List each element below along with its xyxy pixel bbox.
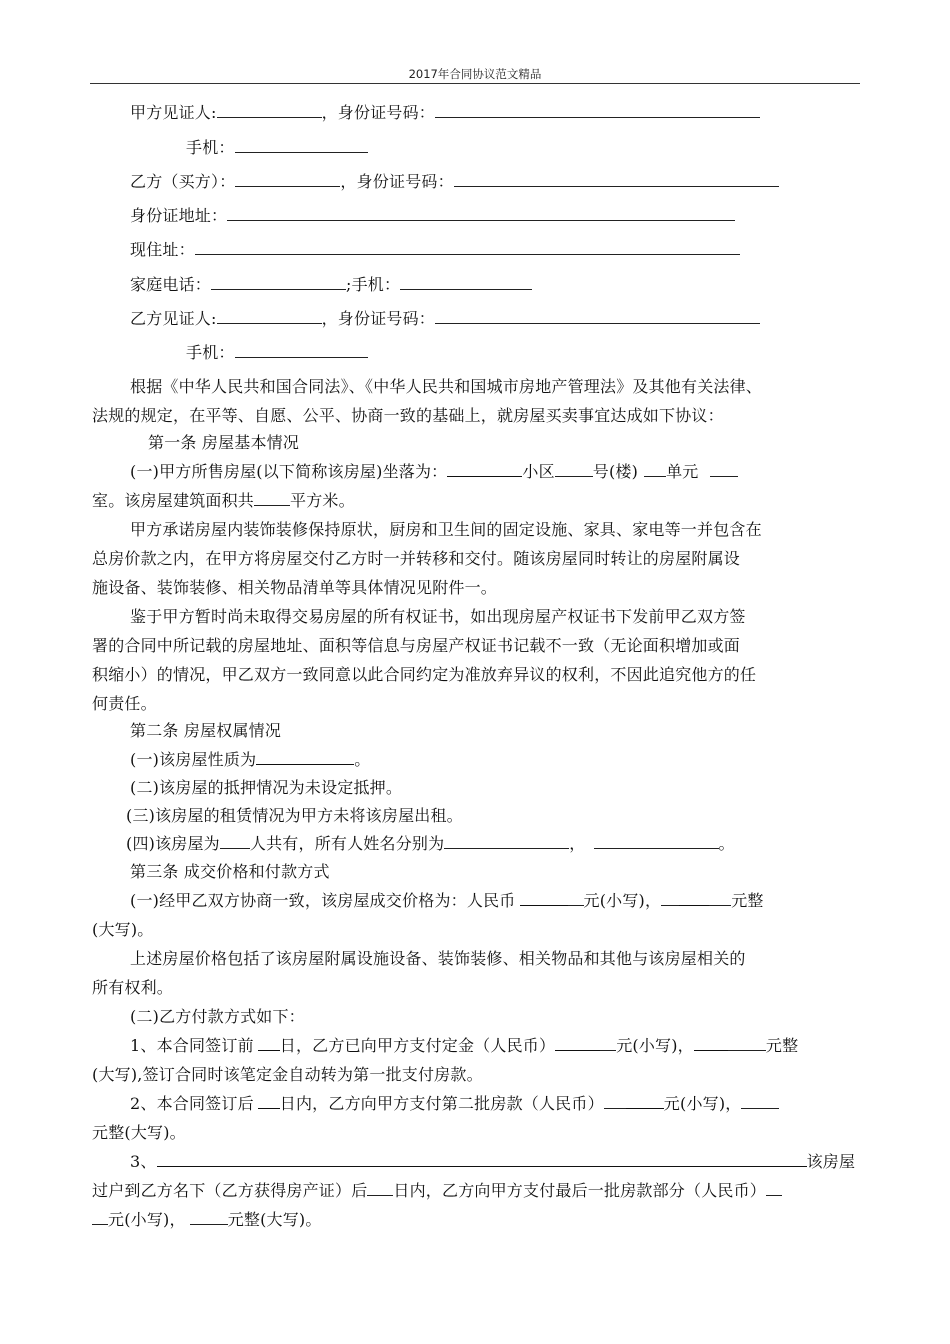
deposit-days-blank[interactable] xyxy=(258,1035,280,1051)
unit-label: 单元 xyxy=(666,462,699,481)
witness-b-id-label: ，身份证号码： xyxy=(321,309,435,328)
witness-a-label: 甲方见证人: xyxy=(130,103,217,122)
deposit-figure-blank-tail xyxy=(600,1035,616,1051)
owner-name-1-blank[interactable] xyxy=(444,833,569,849)
home-phone-blank[interactable] xyxy=(211,274,346,290)
id-address-blank[interactable] xyxy=(227,205,735,221)
decoration-para-line-2: 总房价款之内，在甲方将房屋交付乙方时一并转移和交付。随该房屋同时转让的房屋附属设 xyxy=(92,549,741,568)
deposit-label: 日，乙方已向甲方支付定金（人民币） xyxy=(279,1036,556,1055)
payment-item-3-cont-1 xyxy=(92,1180,782,1202)
certificate-para-line-3: 积缩小）的情况，甲乙双方一致同意以此合同约定为准放弃异议的权利，不因此追究他方的任 xyxy=(92,665,757,684)
party-b-line xyxy=(130,171,779,193)
final-payment-label: 日内，乙方向甲方支付最后一批房款部分（人民币） xyxy=(393,1181,767,1200)
price-scope-line-1: 上述房屋价格包括了该房屋附属设施设备、装饰装修、相关物品和其他与该房屋相关的 xyxy=(130,949,746,968)
area-label: 室。该房屋建筑面积共 xyxy=(92,491,255,510)
witness-a-phone-line xyxy=(186,137,368,159)
price-label: (一)经甲乙双方协商一致，该房屋成交价格为：人民币 xyxy=(130,891,516,910)
decoration-para-line-1: 甲方承诺房屋内装饰装修保持原状，厨房和卫生间的固定设施、家具、家电等一并包含在 xyxy=(130,520,762,539)
payment-item-3-number: 3、 xyxy=(130,1152,157,1171)
owner-separator: ， xyxy=(569,834,586,853)
location-label: (一)甲方所售房屋(以下简称该房屋)坐落为： xyxy=(130,462,448,481)
payment-item-3-cont-2 xyxy=(92,1209,322,1231)
unit-blank[interactable] xyxy=(644,461,666,477)
witness-b-phone-label: 手机： xyxy=(186,343,235,362)
community-blank[interactable] xyxy=(447,461,522,477)
deposit-words-blank[interactable] xyxy=(694,1035,728,1051)
header-rule xyxy=(90,83,860,84)
witness-a-phone-label: 手机： xyxy=(186,138,235,157)
certificate-para-line-2: 署的合同中所记载的房屋地址、面积等信息与房屋产权证书记载不一致（无论面积增加或面 xyxy=(92,636,741,655)
payment-item-3-line xyxy=(130,1151,855,1173)
second-payment-days-label: 2、本合同签订后 xyxy=(130,1094,254,1113)
price-words-blank[interactable] xyxy=(679,890,709,906)
owner-names-label: 人共有，所有人姓名分别为 xyxy=(249,834,445,853)
final-payment-figure-blank[interactable] xyxy=(766,1180,782,1196)
property-nature-label: (一)该房屋性质为 xyxy=(130,750,257,769)
area-unit: 平方米。 xyxy=(290,491,355,510)
mobile-blank[interactable] xyxy=(400,274,532,290)
final-payment-words-label: 元整(大写)。 xyxy=(227,1210,322,1229)
home-phone-label: 家庭电话： xyxy=(130,275,212,294)
second-payment-figure-label: 元(小写)， xyxy=(663,1094,742,1113)
price-figure-blank[interactable] xyxy=(520,890,568,906)
final-payment-figure-blank-tail xyxy=(92,1209,108,1225)
payment-item-1-line xyxy=(130,1035,798,1057)
co-owner-line xyxy=(126,833,735,855)
witness-b-phone-line xyxy=(186,342,368,364)
article-3-heading: 第三条 成交价格和付款方式 xyxy=(130,862,330,881)
community-label: 小区 xyxy=(522,462,555,481)
mobile-label: ;手机： xyxy=(346,275,401,294)
witness-a-id-label: ，身份证号码： xyxy=(321,103,435,122)
price-scope-line-2: 所有权利。 xyxy=(92,978,174,997)
witness-b-label: 乙方见证人: xyxy=(130,309,217,328)
article-1-heading: 第一条 房屋基本情况 xyxy=(148,433,300,452)
price-words-label: 元整 xyxy=(731,891,764,910)
co-owner-label: (四)该房屋为 xyxy=(126,834,220,853)
price-figure-label: 元(小写)， xyxy=(583,891,662,910)
party-b-id-blank[interactable] xyxy=(454,171,779,187)
preamble-line-1: 根据《中华人民共和国合同法》、《中华人民共和国城市房地产管理法》及其他有关法律、 xyxy=(130,377,763,396)
id-address-line xyxy=(130,205,735,227)
price-words-blank-head xyxy=(661,890,679,906)
location-line xyxy=(130,461,738,483)
mortgage-line: (二)该房屋的抵押情况为未设定抵押。 xyxy=(130,778,403,797)
certificate-para-line-4: 何责任。 xyxy=(92,694,157,713)
witness-b-line xyxy=(130,308,760,330)
price-figure-blank-tail xyxy=(568,890,584,906)
building-blank[interactable] xyxy=(555,461,593,477)
area-line xyxy=(92,490,355,512)
payment-method-heading: (二)乙方付款方式如下： xyxy=(130,1007,305,1026)
deposit-figure-blank[interactable] xyxy=(555,1035,600,1051)
payment-item-3-property: 该房屋 xyxy=(806,1152,856,1171)
current-address-label: 现住址： xyxy=(130,240,195,259)
property-nature-blank[interactable] xyxy=(256,749,354,765)
witness-a-line xyxy=(130,102,760,124)
deposit-words-blank-tail xyxy=(728,1035,766,1051)
witness-a-phone-blank[interactable] xyxy=(235,137,368,153)
current-address-blank[interactable] xyxy=(195,239,740,255)
price-line xyxy=(130,890,764,912)
home-phone-line xyxy=(130,274,532,296)
price-words-suffix: (大写)。 xyxy=(92,920,154,939)
page-header-title: 2017年合同协议范文精品 xyxy=(408,67,542,81)
witness-b-id-blank[interactable] xyxy=(435,308,760,324)
final-payment-words-blank[interactable] xyxy=(190,1209,228,1225)
transfer-label: 过户到乙方名下（乙方获得房产证）后 xyxy=(92,1181,368,1200)
second-payment-figure-blank-head xyxy=(604,1093,626,1109)
deposit-words-label: 元整 xyxy=(765,1036,799,1055)
deposit-days-label: 1、本合同签订前 xyxy=(130,1036,254,1055)
second-payment-words-blank[interactable] xyxy=(741,1093,779,1109)
owner-end: 。 xyxy=(718,834,735,853)
preamble-line-2: 法规的规定，在平等、自愿、公平、协商一致的基础上，就房屋买卖事宜达成如下协议： xyxy=(92,406,724,425)
payment-item-2-line xyxy=(130,1093,779,1115)
party-b-label: 乙方（买方）： xyxy=(130,172,236,191)
id-address-label: 身份证地址： xyxy=(130,206,228,225)
payment-item-2-cont: 元整(大写)。 xyxy=(92,1123,186,1142)
witness-b-phone-blank[interactable] xyxy=(235,342,368,358)
witness-b-blank[interactable] xyxy=(217,308,322,324)
lease-line: (三)该房屋的租赁情况为甲方未将该房屋出租。 xyxy=(126,806,463,825)
deposit-figure-label: 元(小写)， xyxy=(616,1036,694,1055)
second-payment-days-blank[interactable] xyxy=(258,1093,280,1109)
area-blank[interactable] xyxy=(254,490,290,506)
decoration-para-line-3: 施设备、装饰装修、相关物品清单等具体情况见附件一。 xyxy=(92,578,498,597)
final-payment-figure-label: 元(小写)， xyxy=(108,1210,186,1229)
witness-a-blank[interactable] xyxy=(217,102,322,118)
second-payment-label: 日内，乙方向甲方支付第二批房款（人民币） xyxy=(279,1094,604,1113)
building-label: 号(楼) xyxy=(592,462,639,481)
final-payment-condition-blank[interactable] xyxy=(157,1151,807,1167)
payment-item-1-cont: (大写),签订合同时该笔定金自动转为第一批支付房款。 xyxy=(92,1065,483,1084)
party-b-blank[interactable] xyxy=(235,171,340,187)
article-2-heading: 第二条 房屋权属情况 xyxy=(130,721,282,740)
owner-count-blank[interactable] xyxy=(220,833,250,849)
witness-a-id-blank[interactable] xyxy=(435,102,760,118)
property-nature-end: 。 xyxy=(354,750,371,769)
party-b-id-label: ，身份证号码： xyxy=(340,172,454,191)
property-nature-line xyxy=(130,749,371,771)
certificate-para-line-1: 鉴于甲方暂时尚未取得交易房屋的所有权证书，如出现房屋产权证书下发前甲乙双方签 xyxy=(130,607,746,626)
final-payment-days-blank[interactable] xyxy=(367,1180,393,1196)
second-payment-figure-blank[interactable] xyxy=(626,1093,664,1109)
price-words-blank-tail xyxy=(709,890,731,906)
room-blank[interactable] xyxy=(710,461,738,477)
owner-name-2-blank[interactable] xyxy=(594,833,719,849)
current-address-line xyxy=(130,239,740,261)
